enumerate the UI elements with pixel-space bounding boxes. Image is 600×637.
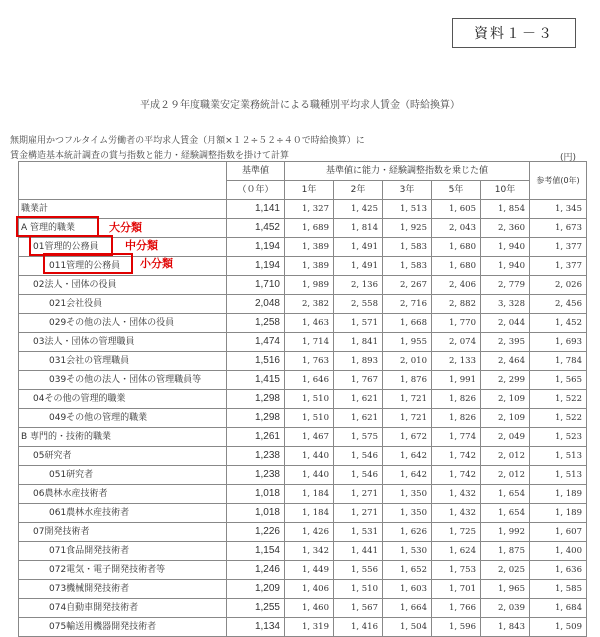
adjusted-value-cell: 1, 621 bbox=[334, 409, 383, 428]
table-row bbox=[19, 200, 587, 219]
adjusted-value-cell: 1, 668 bbox=[383, 314, 432, 333]
adjusted-value-cell: 1, 991 bbox=[432, 371, 481, 390]
adjusted-value-cell: 1, 342 bbox=[285, 542, 334, 561]
table-row bbox=[19, 409, 587, 428]
adjusted-value-cell: 1, 426 bbox=[285, 523, 334, 542]
header-year: 5年 bbox=[432, 181, 481, 200]
adjusted-value-cell: 1, 510 bbox=[285, 390, 334, 409]
adjusted-value-cell: 1, 271 bbox=[334, 485, 383, 504]
adjusted-value-cell: 1, 605 bbox=[432, 200, 481, 219]
table-row bbox=[19, 618, 587, 637]
adjusted-value-cell: 1, 654 bbox=[481, 485, 530, 504]
adjusted-value-cell: 2, 074 bbox=[432, 333, 481, 352]
table-row bbox=[19, 333, 587, 352]
adjusted-value-cell: 1, 416 bbox=[334, 618, 383, 637]
reference-value-cell: 1, 693 bbox=[530, 333, 587, 352]
base-value-cell: 1,516 bbox=[227, 352, 285, 371]
row-label: 049その他の管理的職業 bbox=[19, 409, 227, 428]
header-base-sub: （０年） bbox=[227, 181, 285, 200]
table-row bbox=[19, 371, 587, 390]
adjusted-value-cell: 2, 716 bbox=[383, 295, 432, 314]
adjusted-value-cell: 1, 460 bbox=[285, 599, 334, 618]
adjusted-value-cell: 1, 596 bbox=[432, 618, 481, 637]
adjusted-value-cell: 1, 463 bbox=[285, 314, 334, 333]
adjusted-value-cell: 2, 395 bbox=[481, 333, 530, 352]
adjusted-value-cell: 1, 531 bbox=[334, 523, 383, 542]
adjusted-value-cell: 1, 556 bbox=[334, 561, 383, 580]
table-row bbox=[19, 466, 587, 485]
adjusted-value-cell: 1, 642 bbox=[383, 466, 432, 485]
adjusted-value-cell: 1, 319 bbox=[285, 618, 334, 637]
adjusted-value-cell: 1, 350 bbox=[383, 485, 432, 504]
annotation-box-large bbox=[16, 216, 99, 237]
adjusted-value-cell: 2, 133 bbox=[432, 352, 481, 371]
table-row bbox=[19, 485, 587, 504]
adjusted-value-cell: 1, 642 bbox=[383, 447, 432, 466]
adjusted-value-cell: 1, 583 bbox=[383, 238, 432, 257]
adjusted-value-cell: 2, 039 bbox=[481, 599, 530, 618]
reference-value-cell: 1, 189 bbox=[530, 504, 587, 523]
adjusted-value-cell: 1, 440 bbox=[285, 447, 334, 466]
base-value-cell: 1,415 bbox=[227, 371, 285, 390]
reference-value-cell: 1, 189 bbox=[530, 485, 587, 504]
annotation-label-medium: 中分類 bbox=[125, 239, 158, 252]
reference-value-cell: 1, 784 bbox=[530, 352, 587, 371]
table-row bbox=[19, 314, 587, 333]
row-label: 04その他の管理的職業 bbox=[19, 390, 227, 409]
row-label: B 専門的・技術的職業 bbox=[19, 428, 227, 447]
base-value-cell: 1,134 bbox=[227, 618, 285, 637]
adjusted-value-cell: 1, 742 bbox=[432, 466, 481, 485]
adjusted-value-cell: 1, 992 bbox=[481, 523, 530, 542]
adjusted-value-cell: 1, 621 bbox=[334, 390, 383, 409]
adjusted-value-cell: 1, 854 bbox=[481, 200, 530, 219]
base-value-cell: 2,048 bbox=[227, 295, 285, 314]
adjusted-value-cell: 2, 464 bbox=[481, 352, 530, 371]
base-value-cell: 1,194 bbox=[227, 257, 285, 276]
row-label: 02法人・団体の役員 bbox=[19, 276, 227, 295]
reference-value-cell: 1, 377 bbox=[530, 257, 587, 276]
page-title: 平成２９年度職業安定業務統計による職種別平均求人賃金（時給換算） bbox=[140, 100, 460, 111]
base-value-cell: 1,710 bbox=[227, 276, 285, 295]
adjusted-value-cell: 1, 603 bbox=[383, 580, 432, 599]
base-value-cell: 1,238 bbox=[227, 447, 285, 466]
adjusted-value-cell: 1, 965 bbox=[481, 580, 530, 599]
adjusted-value-cell: 2, 010 bbox=[383, 352, 432, 371]
adjusted-value-cell: 1, 725 bbox=[432, 523, 481, 542]
wage-table bbox=[18, 161, 587, 637]
base-value-cell: 1,452 bbox=[227, 219, 285, 238]
base-value-cell: 1,255 bbox=[227, 599, 285, 618]
reference-value-cell: 1, 585 bbox=[530, 580, 587, 599]
adjusted-value-cell: 1, 571 bbox=[334, 314, 383, 333]
header-year: 1年 bbox=[285, 181, 334, 200]
row-label: A 管理的職業 bbox=[19, 219, 227, 238]
adjusted-value-cell: 1, 432 bbox=[432, 485, 481, 504]
adjusted-value-cell: 1, 425 bbox=[334, 200, 383, 219]
adjusted-value-cell: 1, 567 bbox=[334, 599, 383, 618]
table-row bbox=[19, 352, 587, 371]
table-row bbox=[19, 428, 587, 447]
reference-value-cell: 1, 684 bbox=[530, 599, 587, 618]
adjusted-value-cell: 1, 763 bbox=[285, 352, 334, 371]
adjusted-value-cell: 1, 389 bbox=[285, 238, 334, 257]
adjusted-value-cell: 1, 714 bbox=[285, 333, 334, 352]
adjusted-value-cell: 1, 624 bbox=[432, 542, 481, 561]
adjusted-value-cell: 1, 826 bbox=[432, 390, 481, 409]
base-value-cell: 1,238 bbox=[227, 466, 285, 485]
adjusted-value-cell: 1, 814 bbox=[334, 219, 383, 238]
annotation-box-small bbox=[43, 253, 133, 274]
adjusted-value-cell: 1, 646 bbox=[285, 371, 334, 390]
table-row bbox=[19, 390, 587, 409]
adjusted-value-cell: 1, 841 bbox=[334, 333, 383, 352]
adjusted-value-cell: 1, 940 bbox=[481, 238, 530, 257]
adjusted-value-cell: 2, 049 bbox=[481, 428, 530, 447]
row-label: 075輸送用機器開発技術者 bbox=[19, 618, 227, 637]
adjusted-value-cell: 2, 779 bbox=[481, 276, 530, 295]
base-value-cell: 1,258 bbox=[227, 314, 285, 333]
adjusted-value-cell: 1, 432 bbox=[432, 504, 481, 523]
adjusted-value-cell: 2, 299 bbox=[481, 371, 530, 390]
row-label: 06農林水産技術者 bbox=[19, 485, 227, 504]
base-value-cell: 1,474 bbox=[227, 333, 285, 352]
base-value-cell: 1,141 bbox=[227, 200, 285, 219]
adjusted-value-cell: 1, 441 bbox=[334, 542, 383, 561]
adjusted-value-cell: 1, 184 bbox=[285, 504, 334, 523]
base-value-cell: 1,209 bbox=[227, 580, 285, 599]
adjusted-value-cell: 1, 774 bbox=[432, 428, 481, 447]
row-label: 029その他の法人・団体の役員 bbox=[19, 314, 227, 333]
adjusted-value-cell: 2, 043 bbox=[432, 219, 481, 238]
row-label: 職業計 bbox=[19, 200, 227, 219]
reference-value-cell: 1, 513 bbox=[530, 466, 587, 485]
adjusted-value-cell: 1, 664 bbox=[383, 599, 432, 618]
row-label: 039その他の法人・団体の管理職員等 bbox=[19, 371, 227, 390]
reference-value-cell: 1, 513 bbox=[530, 447, 587, 466]
adjusted-value-cell: 3, 328 bbox=[481, 295, 530, 314]
adjusted-value-cell: 1, 271 bbox=[334, 504, 383, 523]
row-label: 05研究者 bbox=[19, 447, 227, 466]
adjusted-value-cell: 1, 925 bbox=[383, 219, 432, 238]
adjusted-value-cell: 1, 513 bbox=[383, 200, 432, 219]
adjusted-value-cell: 1, 701 bbox=[432, 580, 481, 599]
reference-value-cell: 1, 523 bbox=[530, 428, 587, 447]
header-base: 基準値 bbox=[227, 162, 285, 181]
unit-label: (円) bbox=[559, 153, 576, 163]
adjusted-value-cell: 1, 680 bbox=[432, 257, 481, 276]
adjusted-value-cell: 1, 406 bbox=[285, 580, 334, 599]
reference-value-cell: 1, 565 bbox=[530, 371, 587, 390]
adjusted-value-cell: 2, 109 bbox=[481, 390, 530, 409]
reference-value-cell: 1, 400 bbox=[530, 542, 587, 561]
adjusted-value-cell: 2, 136 bbox=[334, 276, 383, 295]
base-value-cell: 1,018 bbox=[227, 504, 285, 523]
adjusted-value-cell: 1, 575 bbox=[334, 428, 383, 447]
adjusted-value-cell: 1, 327 bbox=[285, 200, 334, 219]
adjusted-value-cell: 2, 882 bbox=[432, 295, 481, 314]
adjusted-value-cell: 2, 558 bbox=[334, 295, 383, 314]
adjusted-value-cell: 2, 360 bbox=[481, 219, 530, 238]
row-label: 074自動車開発技術者 bbox=[19, 599, 227, 618]
adjusted-value-cell: 2, 044 bbox=[481, 314, 530, 333]
row-label: 051研究者 bbox=[19, 466, 227, 485]
reference-value-cell: 2, 456 bbox=[530, 295, 587, 314]
adjusted-value-cell: 1, 440 bbox=[285, 466, 334, 485]
adjusted-value-cell: 2, 382 bbox=[285, 295, 334, 314]
adjusted-value-cell: 1, 742 bbox=[432, 447, 481, 466]
adjusted-value-cell: 1, 467 bbox=[285, 428, 334, 447]
adjusted-value-cell: 2, 109 bbox=[481, 409, 530, 428]
adjusted-value-cell: 1, 843 bbox=[481, 618, 530, 637]
adjusted-value-cell: 1, 491 bbox=[334, 238, 383, 257]
reference-value-cell: 1, 345 bbox=[530, 200, 587, 219]
base-value-cell: 1,298 bbox=[227, 390, 285, 409]
table-row bbox=[19, 523, 587, 542]
note-line-1: 無期雇用かつフルタイム労働者の平均求人賃金（月額×１２÷５２÷４０で時給換算）に bbox=[10, 136, 365, 146]
adjusted-value-cell: 1, 626 bbox=[383, 523, 432, 542]
row-label: 072電気・電子開発技術者等 bbox=[19, 561, 227, 580]
header-blank bbox=[19, 162, 227, 200]
adjusted-value-cell: 1, 449 bbox=[285, 561, 334, 580]
base-value-cell: 1,018 bbox=[227, 485, 285, 504]
table-row bbox=[19, 295, 587, 314]
adjusted-value-cell: 1, 546 bbox=[334, 447, 383, 466]
header-year: 2年 bbox=[334, 181, 383, 200]
adjusted-value-cell: 1, 504 bbox=[383, 618, 432, 637]
adjusted-value-cell: 1, 389 bbox=[285, 257, 334, 276]
note-line-2: 賃金構造基本統計調査の賞与指数と能力・経験調整指数を掛けて計算 bbox=[10, 151, 290, 161]
row-label: 03法人・団体の管理職員 bbox=[19, 333, 227, 352]
reference-value-cell: 1, 522 bbox=[530, 390, 587, 409]
adjusted-value-cell: 1, 510 bbox=[285, 409, 334, 428]
table-row bbox=[19, 561, 587, 580]
adjusted-value-cell: 2, 267 bbox=[383, 276, 432, 295]
adjusted-value-cell: 2, 012 bbox=[481, 447, 530, 466]
base-value-cell: 1,261 bbox=[227, 428, 285, 447]
base-value-cell: 1,246 bbox=[227, 561, 285, 580]
adjusted-value-cell: 1, 770 bbox=[432, 314, 481, 333]
adjusted-value-cell: 1, 893 bbox=[334, 352, 383, 371]
row-label: 031会社の管理職員 bbox=[19, 352, 227, 371]
adjusted-value-cell: 1, 491 bbox=[334, 257, 383, 276]
table-row bbox=[19, 599, 587, 618]
row-label: 021会社役員 bbox=[19, 295, 227, 314]
reference-value-cell: 1, 673 bbox=[530, 219, 587, 238]
header-reference: 参考値(0年) bbox=[530, 162, 587, 200]
adjusted-value-cell: 1, 583 bbox=[383, 257, 432, 276]
adjusted-value-cell: 1, 672 bbox=[383, 428, 432, 447]
adjusted-value-cell: 1, 721 bbox=[383, 409, 432, 428]
row-label: 061農林水産技術者 bbox=[19, 504, 227, 523]
row-label: 071食品開発技術者 bbox=[19, 542, 227, 561]
adjusted-value-cell: 1, 940 bbox=[481, 257, 530, 276]
base-value-cell: 1,226 bbox=[227, 523, 285, 542]
header-year: 10年 bbox=[481, 181, 530, 200]
adjusted-value-cell: 1, 546 bbox=[334, 466, 383, 485]
annotation-label-small: 小分類 bbox=[140, 257, 173, 270]
row-label: 01管理的公務員 bbox=[19, 238, 227, 257]
adjusted-value-cell: 1, 350 bbox=[383, 504, 432, 523]
adjusted-value-cell: 1, 510 bbox=[334, 580, 383, 599]
table-row bbox=[19, 276, 587, 295]
adjusted-value-cell: 2, 406 bbox=[432, 276, 481, 295]
adjusted-value-cell: 1, 530 bbox=[383, 542, 432, 561]
adjusted-value-cell: 2, 012 bbox=[481, 466, 530, 485]
adjusted-value-cell: 1, 753 bbox=[432, 561, 481, 580]
row-label: 073機械開発技術者 bbox=[19, 580, 227, 599]
adjusted-value-cell: 1, 689 bbox=[285, 219, 334, 238]
reference-value-cell: 1, 636 bbox=[530, 561, 587, 580]
row-label: 07開発技術者 bbox=[19, 523, 227, 542]
reference-value-cell: 1, 452 bbox=[530, 314, 587, 333]
adjusted-value-cell: 1, 955 bbox=[383, 333, 432, 352]
adjusted-value-cell: 1, 875 bbox=[481, 542, 530, 561]
row-label: 011管理的公務員 bbox=[19, 257, 227, 276]
base-value-cell: 1,154 bbox=[227, 542, 285, 561]
document-reference-box: 資料１－３ bbox=[452, 18, 576, 48]
table-row bbox=[19, 542, 587, 561]
adjusted-value-cell: 1, 652 bbox=[383, 561, 432, 580]
reference-value-cell: 1, 522 bbox=[530, 409, 587, 428]
adjusted-value-cell: 1, 767 bbox=[334, 371, 383, 390]
adjusted-value-cell: 1, 826 bbox=[432, 409, 481, 428]
adjusted-value-cell: 2, 025 bbox=[481, 561, 530, 580]
adjusted-value-cell: 1, 989 bbox=[285, 276, 334, 295]
adjusted-value-cell: 1, 876 bbox=[383, 371, 432, 390]
header-adjusted-group: 基準値に能力・経験調整指数を乗じた値 bbox=[285, 162, 530, 181]
adjusted-value-cell: 1, 721 bbox=[383, 390, 432, 409]
reference-value-cell: 1, 509 bbox=[530, 618, 587, 637]
table-row bbox=[19, 447, 587, 466]
adjusted-value-cell: 1, 184 bbox=[285, 485, 334, 504]
adjusted-value-cell: 1, 680 bbox=[432, 238, 481, 257]
table-row bbox=[19, 580, 587, 599]
reference-value-cell: 1, 607 bbox=[530, 523, 587, 542]
table-row bbox=[19, 504, 587, 523]
reference-value-cell: 2, 026 bbox=[530, 276, 587, 295]
header-year: 3年 bbox=[383, 181, 432, 200]
base-value-cell: 1,298 bbox=[227, 409, 285, 428]
base-value-cell: 1,194 bbox=[227, 238, 285, 257]
reference-value-cell: 1, 377 bbox=[530, 238, 587, 257]
annotation-label-large: 大分類 bbox=[109, 221, 142, 234]
adjusted-value-cell: 1, 766 bbox=[432, 599, 481, 618]
adjusted-value-cell: 1, 654 bbox=[481, 504, 530, 523]
